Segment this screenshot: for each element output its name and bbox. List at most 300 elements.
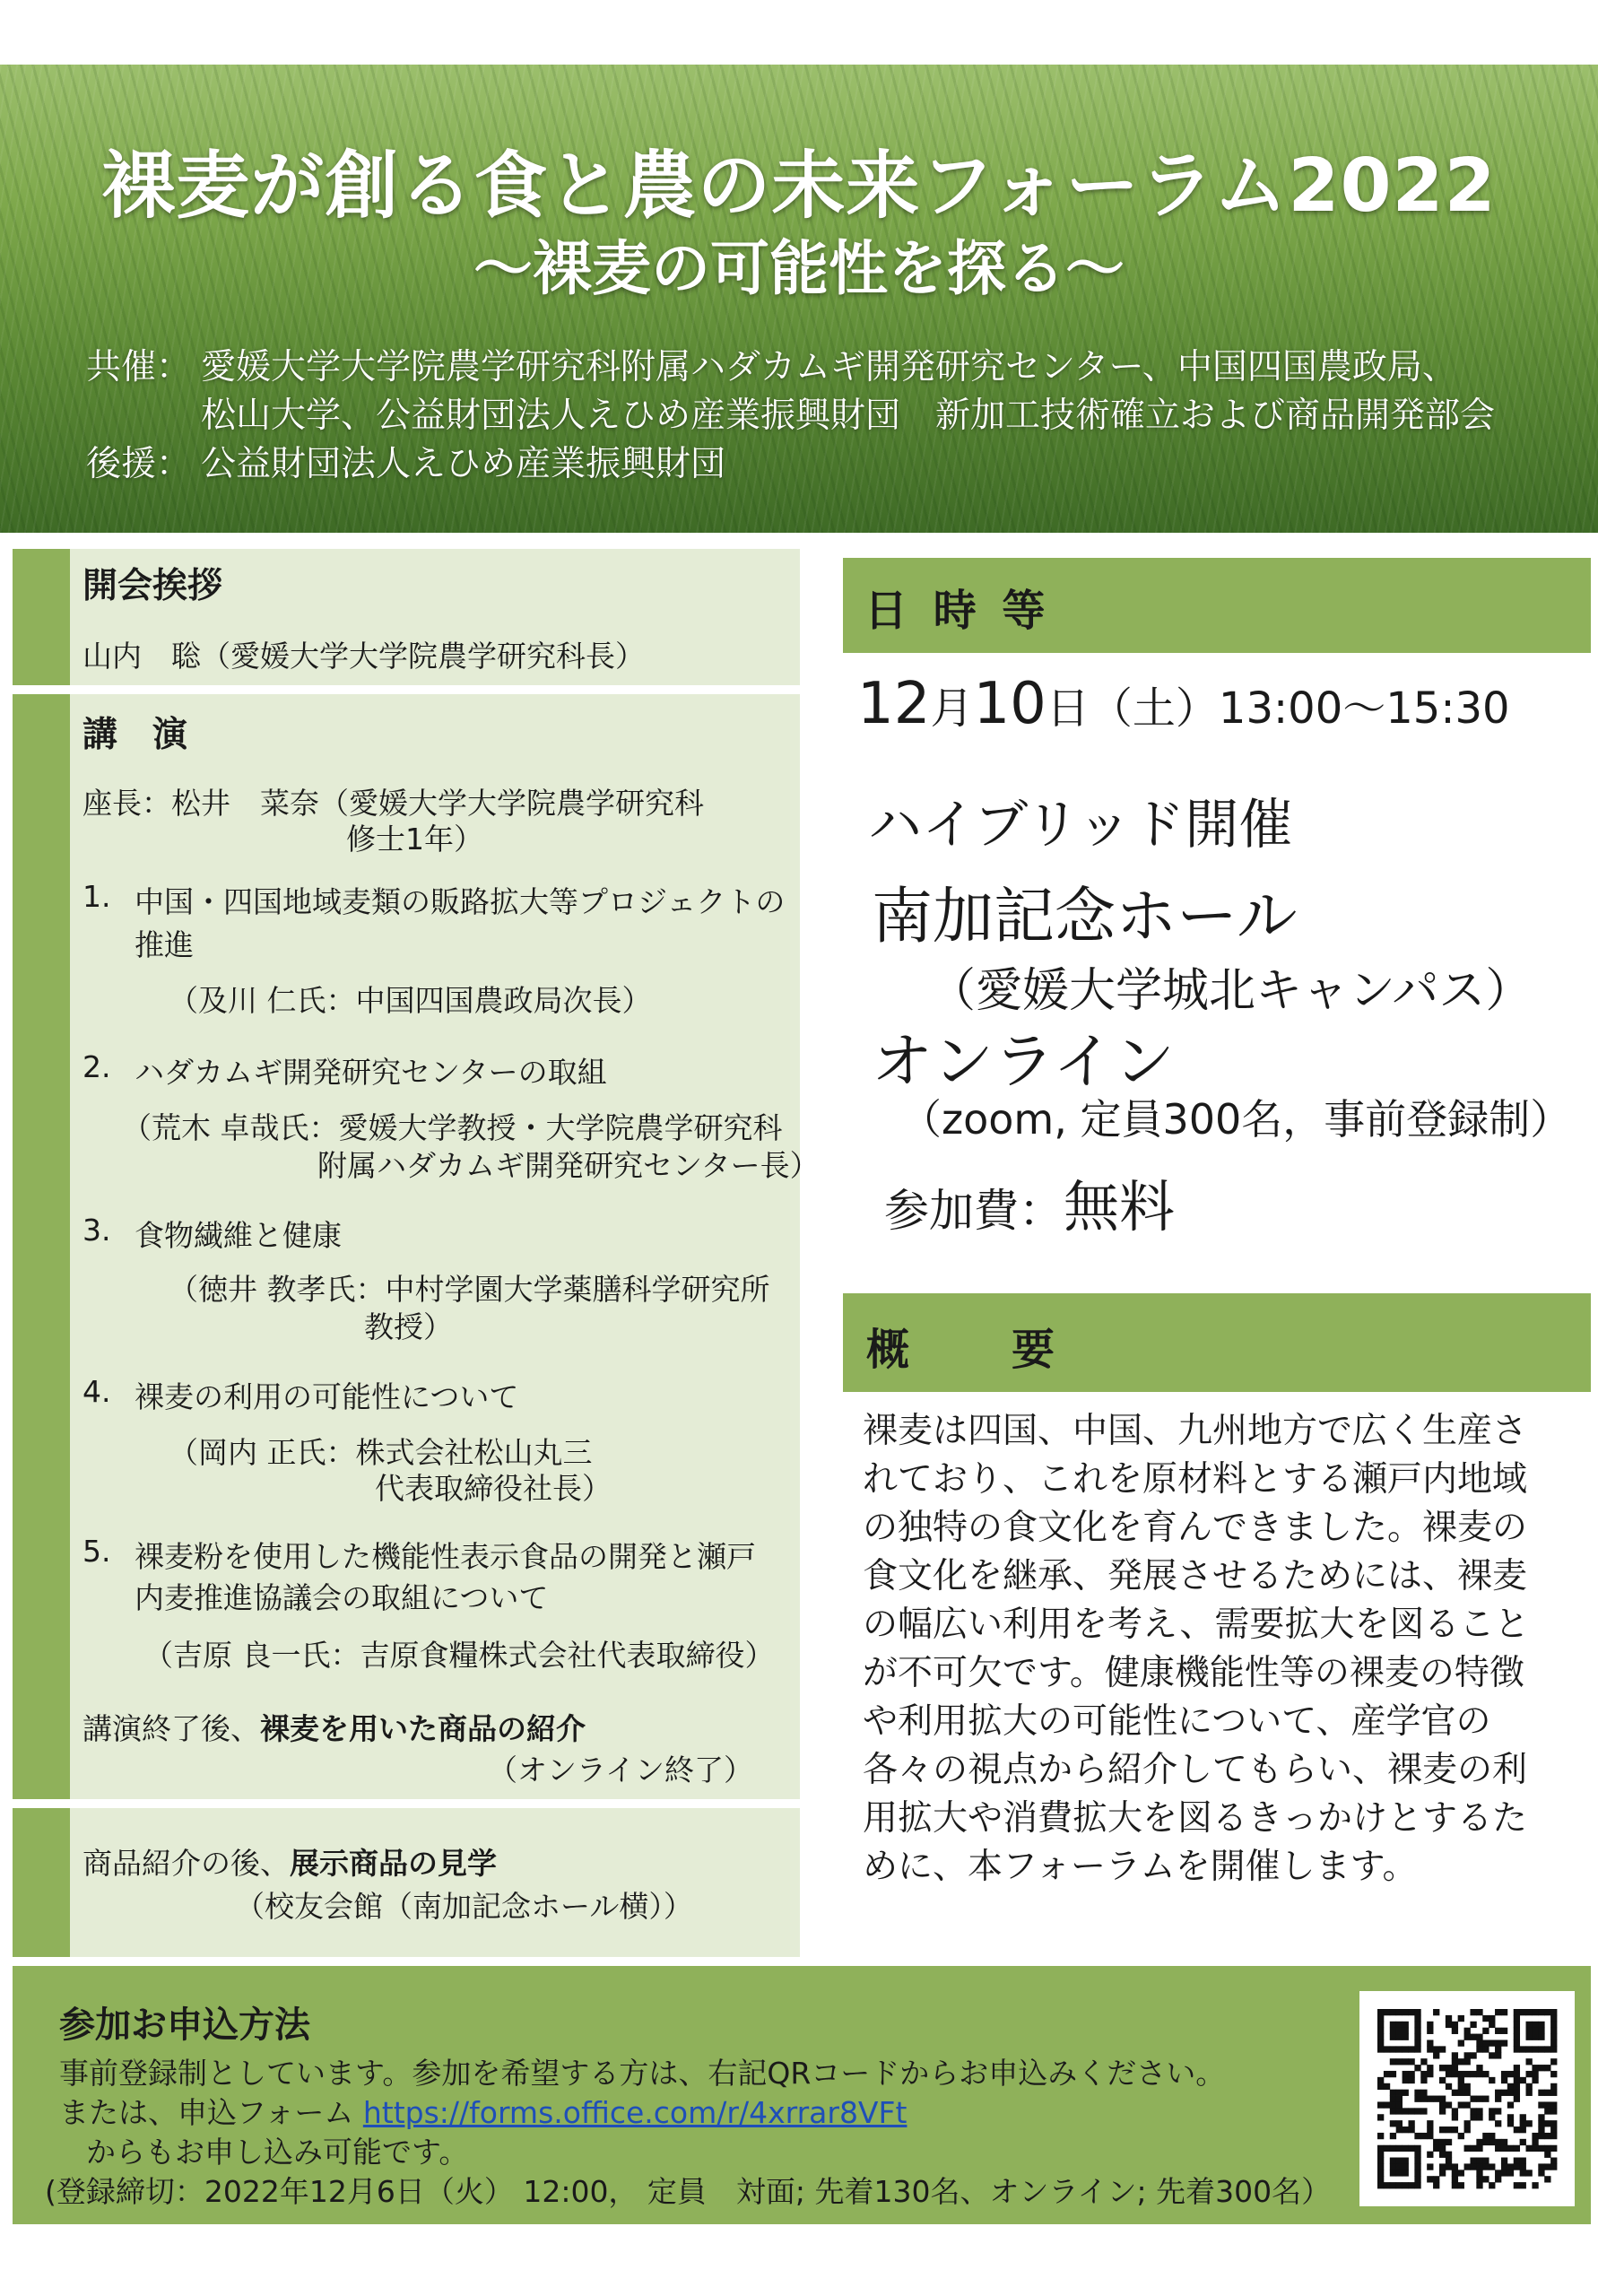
qr-module	[1544, 2046, 1550, 2052]
qr-module	[1495, 2039, 1501, 2046]
qr-module	[1446, 2163, 1452, 2170]
qr-module	[1476, 2176, 1482, 2182]
qr-module	[1390, 2058, 1396, 2065]
qr-module	[1408, 2120, 1414, 2126]
qr-module	[1384, 2046, 1390, 2052]
lecture-1-title: 中国・四国地域麦類の販路拡大等プロジェクトの	[135, 884, 786, 919]
qr-module	[1489, 2077, 1495, 2083]
qr-module	[1550, 2058, 1557, 2065]
qr-module	[1538, 2065, 1544, 2071]
qr-module	[1396, 2022, 1403, 2028]
qr-module	[1458, 2101, 1464, 2108]
qr-module	[1489, 2114, 1495, 2120]
overview-line: 用拡大や消費拡大を図るきっかけとするた	[863, 1798, 1528, 1839]
qr-module	[1520, 2158, 1526, 2164]
qr-module	[1489, 2052, 1495, 2058]
exhibit-note	[83, 1840, 497, 1883]
qr-module	[1550, 2158, 1557, 2164]
lecture-1-speaker: （及川 仁氏：中国四国農政局次長）	[169, 983, 652, 1018]
qr-module	[1446, 2022, 1452, 2028]
opening-heading: 開会挨拶	[83, 566, 223, 606]
qr-module	[1526, 2028, 1533, 2034]
qr-module	[1495, 2009, 1501, 2015]
qr-module	[1458, 2090, 1464, 2096]
qr-module	[1464, 2090, 1471, 2096]
qr-module	[1526, 2034, 1533, 2040]
qr-module	[1482, 2039, 1489, 2046]
qr-module	[1390, 2120, 1396, 2126]
qr-module	[1476, 2039, 1482, 2046]
qr-module	[1377, 2083, 1384, 2090]
qr-module	[1403, 2022, 1409, 2028]
qr-module	[1532, 2028, 1538, 2034]
qr-module	[1384, 2182, 1390, 2188]
qr-module	[1476, 2096, 1482, 2102]
qr-module	[1452, 2108, 1458, 2114]
qr-module	[1458, 2077, 1464, 2083]
qr-module	[1501, 2071, 1507, 2077]
overview-line: 裸麦は四国、中国、九州地方で広く生産さ	[863, 1411, 1528, 1451]
chair-line-1: 座長：松井 菜奈（愛媛大学大学院農学研究科	[83, 786, 704, 821]
qr-module	[1526, 2120, 1533, 2126]
qr-module	[1538, 2022, 1544, 2028]
overview-line: れており、これを原材料とする瀬戸内地域	[863, 1459, 1528, 1500]
qr-module	[1403, 2071, 1409, 2077]
qr-module	[1414, 2065, 1420, 2071]
qr-module	[1403, 2034, 1409, 2040]
qr-module	[1544, 2101, 1550, 2108]
qr-module	[1408, 2182, 1414, 2188]
qr-module	[1403, 2108, 1409, 2114]
lecture-3-speaker-cont: 教授）	[364, 1309, 453, 1344]
lectures-heading: 講 演	[83, 715, 188, 755]
support-org: 公益財団法人えひめ産業振興財団	[201, 444, 726, 484]
qr-module	[1526, 2083, 1533, 2090]
qr-module	[1414, 2163, 1420, 2170]
lectures-accent-bar	[13, 694, 70, 1799]
lecture-3-number: 3.	[83, 1213, 111, 1248]
qr-module	[1476, 2009, 1482, 2015]
qr-module	[1538, 2009, 1544, 2015]
qr-module	[1470, 2071, 1476, 2077]
qr-module	[1507, 2071, 1514, 2077]
qr-module	[1501, 2139, 1507, 2145]
qr-module	[1550, 2145, 1557, 2152]
lecture-2-title: ハダカムギ開発研究センターの取組	[135, 1055, 607, 1090]
qr-module	[1433, 2145, 1439, 2152]
qr-module	[1489, 2182, 1495, 2188]
qr-module	[1439, 2065, 1446, 2071]
qr-module	[1520, 2077, 1526, 2083]
qr-module	[1464, 2028, 1471, 2034]
qr-module	[1514, 2046, 1520, 2052]
qr-module	[1396, 2046, 1403, 2052]
qr-module	[1507, 2170, 1514, 2176]
fee-row	[884, 1162, 1175, 1242]
product-intro-label: 裸麦を用いた商品の紹介	[260, 1711, 586, 1746]
lecture-4-speaker-cont: 代表取締役社長）	[375, 1471, 612, 1506]
qr-module	[1377, 2015, 1384, 2022]
qr-module	[1414, 2170, 1420, 2176]
qr-module	[1526, 2090, 1533, 2096]
qr-module	[1526, 2170, 1533, 2176]
qr-module	[1439, 2152, 1446, 2158]
lecture-3-speaker: （徳井 教孝氏：中村学園大学薬膳科学研究所	[169, 1272, 770, 1307]
qr-module	[1482, 2176, 1489, 2182]
qr-module	[1550, 2009, 1557, 2015]
application-line-3: からもお申し込み可能です。	[86, 2135, 469, 2170]
qr-module	[1501, 2145, 1507, 2152]
qr-module	[1520, 2120, 1526, 2126]
event-date	[857, 671, 1510, 737]
qr-module	[1526, 2009, 1533, 2015]
qr-module	[1396, 2096, 1403, 2102]
qr-module	[1458, 2083, 1464, 2090]
venue-name: 南加記念ホール	[872, 882, 1298, 952]
application-line-2-prefix: または、申込フォーム	[59, 2095, 363, 2130]
qr-module	[1514, 2022, 1520, 2028]
qr-module	[1408, 2046, 1414, 2052]
event-mode: ハイブリッド開催	[868, 794, 1293, 857]
qr-module	[1544, 2065, 1550, 2071]
qr-module	[1520, 2170, 1526, 2176]
qr-module	[1476, 2046, 1482, 2052]
qr-module	[1420, 2071, 1427, 2077]
overview-line: めに、本フォーラムを開催します。	[863, 1847, 1418, 1887]
qr-module	[1390, 2071, 1396, 2077]
qr-module	[1489, 2139, 1495, 2145]
overview-line: や利用拡大の可能性について、産学官の	[863, 1701, 1491, 1742]
qr-module	[1377, 2145, 1384, 2152]
qr-module	[1489, 2108, 1495, 2114]
application-line-2	[59, 2090, 907, 2132]
after-lecture-note	[83, 1706, 586, 1748]
qr-module	[1433, 2052, 1439, 2058]
qr-module	[1495, 2145, 1501, 2152]
qr-module	[1538, 2046, 1544, 2052]
qr-module	[1390, 2145, 1396, 2152]
date-weekday: （土）	[1089, 683, 1219, 734]
exhibit-accent-bar	[13, 1808, 70, 1957]
qr-module	[1470, 2145, 1476, 2152]
qr-module	[1420, 2096, 1427, 2102]
qr-module	[1470, 2163, 1476, 2170]
qr-module	[1427, 2126, 1433, 2133]
qr-module	[1396, 2090, 1403, 2096]
qr-module	[1403, 2058, 1409, 2065]
qr-module	[1532, 2182, 1538, 2188]
qr-module	[1489, 2163, 1495, 2170]
qr-module	[1377, 2158, 1384, 2164]
qr-module	[1495, 2096, 1501, 2102]
qr-module	[1538, 2034, 1544, 2040]
support-label: 後援：	[86, 444, 192, 484]
lecture-2-speaker: （荒木 卓哉氏：愛媛大学教授・大学院農学研究科	[122, 1110, 783, 1145]
qr-module	[1464, 2120, 1471, 2126]
qr-module	[1482, 2163, 1489, 2170]
qr-module	[1433, 2046, 1439, 2052]
qr-module	[1390, 2096, 1396, 2102]
qr-module	[1550, 2101, 1557, 2108]
after-lecture-prefix: 講演終了後、	[83, 1711, 260, 1746]
qr-module	[1495, 2139, 1501, 2145]
qr-module	[1532, 2034, 1538, 2040]
qr-module	[1489, 2022, 1495, 2028]
qr-module	[1427, 2096, 1433, 2102]
qr-module	[1446, 2126, 1452, 2133]
qr-module	[1452, 2182, 1458, 2188]
qr-module	[1408, 2009, 1414, 2015]
qr-module	[1452, 2058, 1458, 2065]
qr-module	[1550, 2090, 1557, 2096]
qr-module	[1377, 2152, 1384, 2158]
qr-module	[1532, 2145, 1538, 2152]
overview-line: の独特の食文化を育んできました。裸麦の	[863, 1508, 1528, 1548]
qr-module	[1458, 2071, 1464, 2077]
qr-module	[1532, 2009, 1538, 2015]
qr-module	[1532, 2139, 1538, 2145]
qr-module	[1408, 2077, 1414, 2083]
qr-module	[1439, 2046, 1446, 2052]
qr-module	[1439, 2096, 1446, 2102]
qr-module	[1384, 2101, 1390, 2108]
lecture-5-number: 5.	[83, 1534, 111, 1569]
qr-module	[1538, 2120, 1544, 2126]
qr-module	[1514, 2034, 1520, 2040]
qr-module	[1489, 2133, 1495, 2139]
qr-module	[1414, 2028, 1420, 2034]
qr-module	[1390, 2090, 1396, 2096]
qr-module	[1470, 2158, 1476, 2164]
qr-module	[1538, 2126, 1544, 2133]
qr-module	[1377, 2077, 1384, 2083]
qr-module	[1377, 2022, 1384, 2028]
qr-module	[1476, 2182, 1482, 2188]
date-day: 10	[973, 671, 1047, 737]
qr-module	[1526, 2071, 1533, 2077]
qr-module	[1544, 2133, 1550, 2139]
qr-module	[1550, 2071, 1557, 2077]
qr-module	[1514, 2145, 1520, 2152]
qr-code-icon[interactable]	[1359, 1991, 1575, 2206]
qr-module	[1408, 2145, 1414, 2152]
qr-module	[1427, 2028, 1433, 2034]
qr-module	[1414, 2046, 1420, 2052]
lecture-5-title-cont: 内麦推進協議会の取組について	[135, 1580, 549, 1615]
qr-module	[1452, 2126, 1458, 2133]
application-form-link[interactable]: https://forms.office.com/r/4xrrar8VFt	[362, 2095, 908, 2130]
qr-module	[1476, 2114, 1482, 2120]
qr-module	[1427, 2120, 1433, 2126]
qr-module	[1420, 2077, 1427, 2083]
qr-module	[1396, 2034, 1403, 2040]
online-end-note: （オンライン終了）	[488, 1752, 754, 1787]
qr-module	[1396, 2120, 1403, 2126]
exhibit-prefix: 商品紹介の後、	[83, 1846, 290, 1881]
qr-module	[1544, 2145, 1550, 2152]
qr-module	[1532, 2022, 1538, 2028]
qr-module	[1514, 2065, 1520, 2071]
qr-module	[1403, 2077, 1409, 2083]
chair-line-2: 修士1年）	[346, 822, 483, 857]
qr-module	[1427, 2046, 1433, 2052]
qr-module	[1420, 2090, 1427, 2096]
opening-speaker: 山内 聡（愛媛大学大学院農学研究科長）	[83, 639, 645, 674]
page-title: 裸麦が創る食と農の未来フォーラム2022	[101, 144, 1497, 229]
qr-module	[1396, 2108, 1403, 2114]
qr-module	[1390, 2170, 1396, 2176]
qr-module	[1403, 2090, 1409, 2096]
qr-module	[1433, 2009, 1439, 2015]
qr-module	[1452, 2028, 1458, 2034]
date-month: 12	[857, 671, 931, 737]
qr-module	[1414, 2090, 1420, 2096]
qr-module	[1414, 2096, 1420, 2102]
qr-module	[1514, 2096, 1520, 2102]
qr-module	[1538, 2090, 1544, 2096]
qr-module	[1520, 2139, 1526, 2145]
qr-module	[1446, 2139, 1452, 2145]
qr-module	[1452, 2170, 1458, 2176]
qr-module	[1544, 2163, 1550, 2170]
qr-module	[1414, 2015, 1420, 2022]
qr-module	[1414, 2009, 1420, 2015]
online-note: （zoom, 定員300名，事前登録制）	[900, 1095, 1572, 1144]
qr-module	[1439, 2170, 1446, 2176]
qr-module	[1408, 2126, 1414, 2133]
qr-module	[1464, 2034, 1471, 2040]
qr-module	[1532, 2065, 1538, 2071]
fee-label: 参加費：	[884, 1185, 1064, 1237]
qr-module	[1458, 2015, 1464, 2022]
opening-accent-bar	[13, 549, 70, 685]
qr-module	[1507, 2163, 1514, 2170]
qr-module	[1482, 2139, 1489, 2145]
registration-deadline: (登録締切：2022年12月6日（火） 12:00， 定員 対面; 先着130名、オンライン; 先着300名）	[45, 2174, 1332, 2209]
exhibit-label: 展示商品の見学	[290, 1846, 497, 1881]
qr-module	[1452, 2065, 1458, 2071]
qr-module	[1507, 2120, 1514, 2126]
lecture-3-title: 食物繊維と健康	[135, 1218, 342, 1253]
qr-module	[1489, 2015, 1495, 2022]
qr-module	[1458, 2170, 1464, 2176]
qr-module	[1482, 2096, 1489, 2102]
lecture-1-number: 1.	[83, 879, 111, 914]
qr-module	[1452, 2176, 1458, 2182]
qr-module	[1414, 2182, 1420, 2188]
qr-module	[1396, 2009, 1403, 2015]
qr-module	[1458, 2133, 1464, 2139]
qr-module	[1377, 2163, 1384, 2170]
qr-module	[1482, 2046, 1489, 2052]
qr-module	[1446, 2015, 1452, 2022]
overview-line: の幅広い利用を考え、需要拡大を図ること	[863, 1605, 1530, 1645]
venue-location: （愛媛大学城北キャンパス）	[929, 964, 1533, 1018]
online-label: オンライン	[872, 1027, 1175, 1098]
qr-module	[1396, 2163, 1403, 2170]
exhibit-location: （校友会館（南加記念ホール横））	[235, 1889, 693, 1924]
qr-module	[1452, 2163, 1458, 2170]
qr-module	[1427, 2176, 1433, 2182]
qr-module	[1476, 2145, 1482, 2152]
qr-module	[1550, 2028, 1557, 2034]
qr-module	[1514, 2182, 1520, 2188]
qr-module	[1439, 2077, 1446, 2083]
qr-module	[1452, 2052, 1458, 2058]
qr-module	[1514, 2028, 1520, 2034]
qr-module	[1514, 2090, 1520, 2096]
qr-module	[1439, 2101, 1446, 2108]
qr-module	[1403, 2126, 1409, 2133]
qr-module	[1470, 2034, 1476, 2040]
qr-module	[1538, 2170, 1544, 2176]
date-day-unit: 日	[1046, 683, 1090, 734]
qr-module	[1532, 2077, 1538, 2083]
qr-module	[1377, 2046, 1384, 2052]
qr-module	[1414, 2145, 1420, 2152]
qr-module	[1427, 2039, 1433, 2046]
qr-module	[1476, 2158, 1482, 2164]
qr-module	[1495, 2120, 1501, 2126]
qr-module	[1452, 2022, 1458, 2028]
qr-module	[1550, 2039, 1557, 2046]
qr-module	[1403, 2163, 1409, 2170]
qr-module	[1550, 2022, 1557, 2028]
qr-module	[1538, 2145, 1544, 2152]
qr-module	[1550, 2163, 1557, 2170]
qr-module	[1501, 2077, 1507, 2083]
qr-module	[1495, 2028, 1501, 2034]
qr-module	[1476, 2108, 1482, 2114]
overview-line: 食文化を継承、発展させるためには、裸麦	[863, 1556, 1528, 1596]
qr-module	[1514, 2071, 1520, 2077]
qr-module	[1489, 2039, 1495, 2046]
qr-module	[1403, 2145, 1409, 2152]
qr-module	[1501, 2039, 1507, 2046]
qr-module	[1446, 2083, 1452, 2090]
qr-module	[1427, 2163, 1433, 2170]
qr-module	[1377, 2009, 1384, 2015]
qr-module	[1544, 2176, 1550, 2182]
qr-module	[1501, 2163, 1507, 2170]
qr-module	[1427, 2022, 1433, 2028]
qr-module	[1390, 2046, 1396, 2052]
lecture-2-speaker-cont: 附属ハダカムギ開発研究センター長）	[317, 1148, 820, 1183]
qr-module	[1470, 2108, 1476, 2114]
qr-module	[1458, 2182, 1464, 2188]
qr-module	[1427, 2065, 1433, 2071]
qr-module	[1464, 2058, 1471, 2065]
qr-module	[1452, 2090, 1458, 2096]
qr-module	[1420, 2108, 1427, 2114]
qr-module	[1520, 2009, 1526, 2015]
qr-module	[1470, 2052, 1476, 2058]
qr-module	[1495, 2176, 1501, 2182]
qr-module	[1544, 2108, 1550, 2114]
qr-module	[1501, 2090, 1507, 2096]
header-banner	[0, 65, 1598, 533]
qr-module	[1390, 2163, 1396, 2170]
qr-module	[1514, 2158, 1520, 2164]
qr-module	[1414, 2108, 1420, 2114]
qr-module	[1550, 2108, 1557, 2114]
qr-module	[1427, 2133, 1433, 2139]
qr-module	[1514, 2039, 1520, 2046]
qr-module	[1514, 2126, 1520, 2133]
qr-module	[1414, 2039, 1420, 2046]
cohost-line-1: 愛媛大学大学院農学研究科附属ハダカムギ開発研究センター、中国四国農政局、	[201, 347, 1457, 387]
qr-module	[1390, 2158, 1396, 2164]
